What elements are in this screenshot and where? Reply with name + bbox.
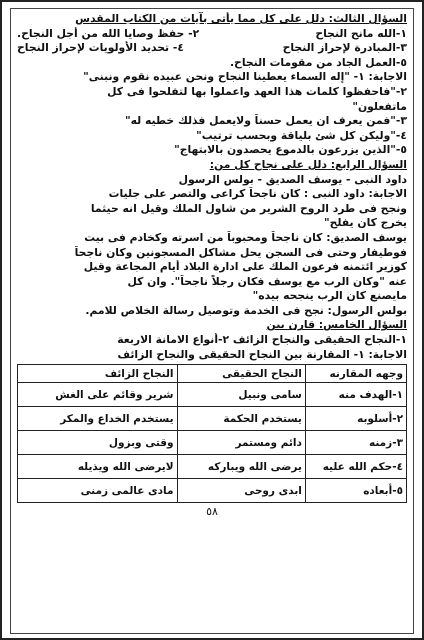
answer-3-line-2: ٢-"فاحفظوا كلمات هذا العهد واعملوا بها لتفلحوا فى كل bbox=[107, 84, 407, 98]
table-cell: يرضى الله ويباركه bbox=[177, 455, 305, 479]
table-row bbox=[18, 407, 407, 431]
answer-5-intro: الاجابة: ١- المقارنة بين النجاح الحقيقى والنجاح الزائف bbox=[117, 347, 407, 361]
table-row bbox=[18, 479, 407, 503]
table-header-row bbox=[18, 365, 407, 383]
table-cell: يستخدم الخداع والمكر bbox=[18, 407, 178, 431]
item-1: ١-الله مانح النجاح bbox=[315, 26, 407, 40]
answer-4-line-6: كوزير ائتمنه فرعون الملك على ادارة البلاد أيام المجاعة وقيل bbox=[83, 260, 407, 274]
table-cell: يستخدم الحكمة bbox=[177, 407, 305, 431]
answer-3-line-6: ٥-"الذين يزرعون بالدموع يحصدون بالابتهاج" bbox=[174, 143, 407, 157]
table-cell: ٢-أسلوبه bbox=[305, 407, 406, 431]
answer-3-line-1: الاجابة: ١- "إله السماء يعطينا النجاح ونحن عبيده نقوم ونبنى" bbox=[83, 70, 407, 84]
table-cell: شرير وقائم على الغش bbox=[18, 383, 178, 407]
table-cell: سامى ونبيل bbox=[177, 383, 305, 407]
question-3-items-1-2 bbox=[17, 27, 407, 42]
item-3: ٣-المبادرة لإحراز النجاح bbox=[282, 41, 407, 55]
table-cell: ٥-أبعاده bbox=[305, 479, 406, 503]
item-4: ٤- تحديد الأولويات لإحراز النجاح bbox=[17, 41, 184, 55]
answer-3-line-4: ٣-"فمن يعرف ان يعمل حسناً ولايعمل فذلك خطيه له" bbox=[124, 114, 407, 128]
comparison-table bbox=[17, 364, 407, 503]
answer-4-line-2: ونجح فى طرد الروح الشرير من شاول الملك وقيل انه حيثما bbox=[90, 201, 407, 215]
item-5: ٥-العمل الجاد من مقومات النجاح. bbox=[229, 55, 407, 69]
table-row bbox=[18, 431, 407, 455]
table-cell: ١-الهدف منه bbox=[305, 383, 406, 407]
answer-3-line-3: ماتفعلون" bbox=[352, 99, 407, 113]
table-header: النجاح الزائف bbox=[18, 365, 178, 383]
question-3-items-3-4 bbox=[17, 41, 407, 56]
answer-4-line-1: الاجابة: داود النبى : كان ناجحاً كراعى والتصر على جليات bbox=[108, 187, 407, 201]
question-5-parts: ١-النجاح الحقيقى والنجاح الزائف ٢-أنواع الامانة الاربعة bbox=[117, 333, 407, 347]
question-3-heading: السؤال الثالث: دلل على كل مما يأتى بآيات من الكتاب المقدس bbox=[75, 12, 407, 25]
table-header: النجاح الحقيقى bbox=[177, 365, 305, 383]
table-row bbox=[18, 455, 407, 479]
question-5-heading: السؤال الخامس: قارن بين bbox=[266, 318, 407, 332]
answer-4-line-9: بولس الرسول: نجح فى الخدمة وتوصيل رسالة الخلاص للامم. bbox=[85, 303, 407, 317]
page-number: ٥٨ bbox=[206, 505, 218, 519]
table-cell: ٤-حكم الله عليه bbox=[305, 455, 406, 479]
answer-4-line-5: فوطيفار وحتى فى السجن يحل مشاكل المسجونين وكان ناجحاً bbox=[74, 245, 407, 259]
table-cell: دائم ومستمر bbox=[177, 431, 305, 455]
question-4-heading: السؤال الرابع: دلل على نجاح كل من: bbox=[209, 157, 407, 171]
table-cell: لايرضى الله ويذيله bbox=[18, 455, 178, 479]
answer-4-line-4: يوسف الصديق: كان ناجحاً ومحبوباً من اسرته وكخادم فى بيت bbox=[84, 230, 407, 244]
table-cell: مادى عالمى زمنى bbox=[18, 479, 178, 503]
answer-4-line-3: يخرج كان يفلح" bbox=[323, 216, 407, 230]
answer-4-line-7: عنه "وكان الرب مع يوسف فكان رجلاً ناجحاً". وان كل bbox=[127, 274, 407, 288]
item-2: ٢- حفظ وصايا الله من أجل النجاح. bbox=[17, 26, 200, 40]
page-frame bbox=[10, 8, 414, 634]
table-header: وجهه المقارنه bbox=[305, 365, 406, 383]
table-cell: ٣-زمنه bbox=[305, 431, 406, 455]
table-row bbox=[18, 383, 407, 407]
table-cell: وقتى وبزول bbox=[18, 431, 178, 455]
question-4-names: داود النبى - يوسف الصديق - بولس الرسول bbox=[178, 172, 407, 186]
table-cell: ابدى روحى bbox=[177, 479, 305, 503]
answer-3-line-5: ٤-"وليكن كل شئ بلياقة وبحسب ترتيب" bbox=[196, 128, 407, 142]
answer-4-line-8: مايصنع كان الرب ينجحه بيده" bbox=[252, 289, 407, 303]
